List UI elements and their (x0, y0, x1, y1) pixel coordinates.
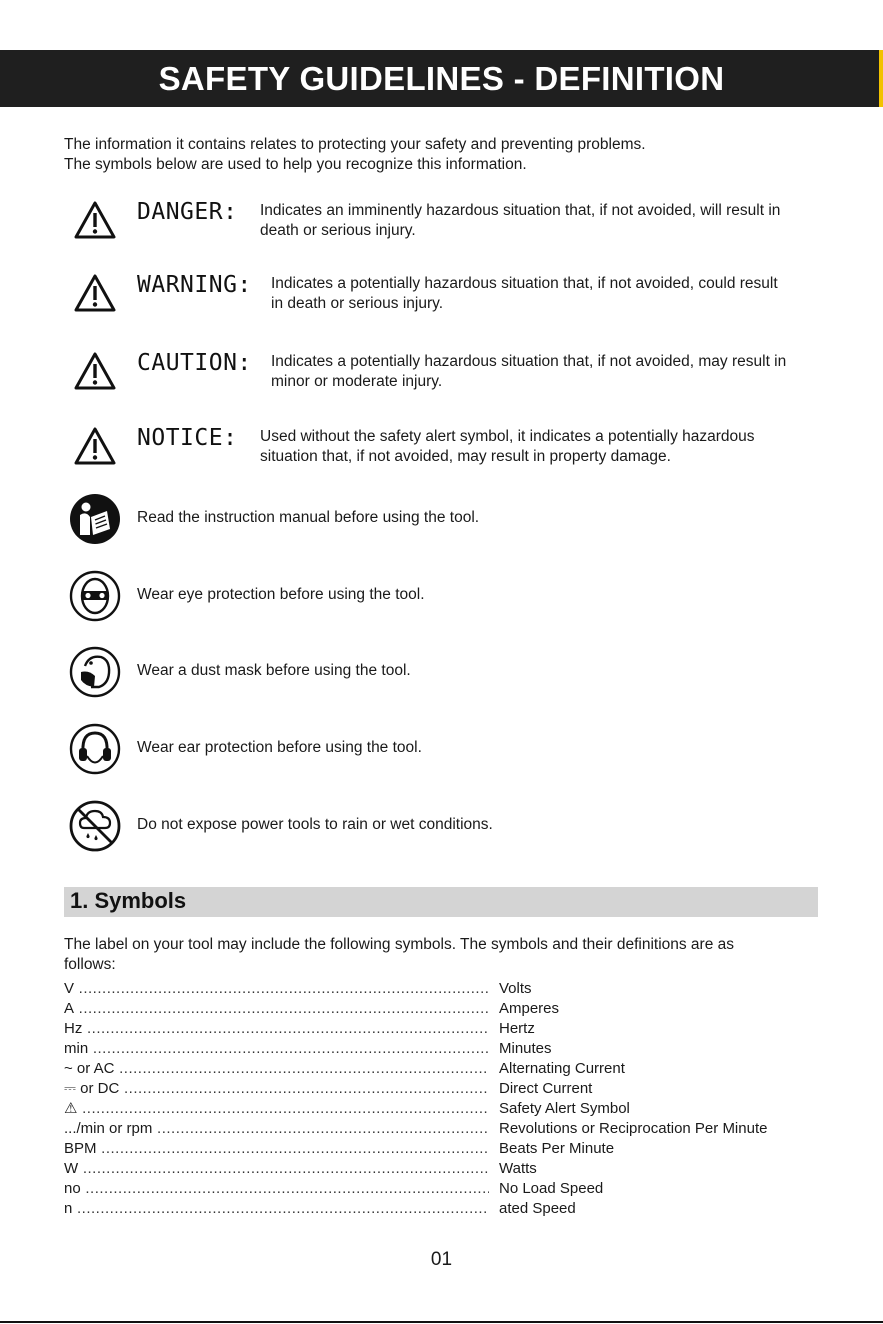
hazard-description (260, 201, 780, 241)
symbol-abbr: A ..... (64, 999, 489, 1019)
symbols-intro-line-1: The label on your tool may include the following symbols. The symbols and their definitions are as (64, 936, 735, 953)
eye-protection-icon (69, 570, 121, 622)
hazard-desc-line-1: Indicates an imminently hazardous situation that, if not avoided, will result in (260, 202, 781, 219)
symbol-row (64, 1099, 824, 1119)
symbol-abbr: n ..... (64, 1199, 489, 1219)
dust-mask-icon (69, 646, 121, 698)
symbols-intro-line-2: follows: (64, 956, 116, 973)
hazard-desc-line-1: Indicates a potentially hazardous situation that, if not avoided, may result in (271, 353, 787, 370)
symbol-row (64, 1199, 824, 1219)
symbol-definition: Beats Per Minute (499, 1140, 615, 1157)
symbol-row (64, 1079, 824, 1099)
page-header (0, 50, 883, 107)
no-rain-icon (69, 800, 121, 852)
ear-protection-icon (69, 723, 121, 775)
symbol-abbr: BPM ..... (64, 1139, 489, 1159)
hazard-desc-line-1: Used without the safety alert symbol, it indicates a potentially hazardous (260, 428, 755, 445)
symbol-definition: Amperes (499, 1000, 560, 1017)
warning-triangle-icon (74, 352, 116, 390)
symbol-definition: Watts (499, 1160, 537, 1177)
symbol-row (64, 1159, 824, 1179)
hazard-description (271, 274, 778, 314)
symbol-row (64, 979, 824, 999)
symbol-definition: No Load Speed (499, 1180, 604, 1197)
symbol-abbr: W ..... (64, 1159, 489, 1179)
symbol-row (64, 1039, 824, 1059)
intro-paragraph (64, 135, 844, 175)
symbol-abbr: no ..... (64, 1179, 489, 1199)
symbol-row (64, 1179, 824, 1199)
symbol-row (64, 1119, 824, 1139)
symbols-list (64, 979, 824, 1219)
symbols-intro (64, 935, 814, 975)
symbol-abbr: .../min or rpm ..... (64, 1119, 489, 1139)
symbol-definition: Minutes (499, 1040, 552, 1057)
hazard-description (271, 352, 786, 392)
symbol-abbr: min ..... (64, 1039, 489, 1059)
symbol-definition: Safety Alert Symbol (499, 1100, 630, 1117)
symbol-definition: ated Speed (499, 1200, 576, 1217)
page-title: SAFETY GUIDELINES - DEFINITION (158, 59, 725, 97)
symbol-definition: Revolutions or Reciprocation Per Minute (499, 1120, 768, 1137)
footer-divider (0, 1321, 883, 1323)
ppe-text: Read the instruction manual before using the tool. (137, 509, 480, 526)
header-accent-edge (879, 50, 883, 107)
symbol-abbr: ⎓ or DC ..... (64, 1079, 489, 1099)
section-title: 1. Symbols (70, 888, 187, 913)
symbol-row (64, 999, 824, 1019)
symbol-definition: Volts (499, 980, 532, 997)
intro-line-1: The information it contains relates to protecting your safety and preventing problems. (64, 136, 646, 153)
ppe-text: Wear ear protection before using the tool. (137, 739, 422, 756)
symbol-row (64, 1059, 824, 1079)
symbol-definition: Direct Current (499, 1080, 593, 1097)
hazard-keyword: NOTICE: (137, 425, 238, 451)
warning-triangle-icon (74, 427, 116, 465)
ppe-text: Wear eye protection before using the tool. (137, 586, 425, 603)
ppe-text: Wear a dust mask before using the tool. (137, 662, 411, 679)
symbol-abbr: ⚠ ..... (64, 1099, 489, 1119)
symbol-row (64, 1019, 824, 1039)
hazard-description (260, 427, 755, 467)
page-number: 01 (430, 1249, 453, 1270)
symbol-abbr: V ..... (64, 979, 489, 999)
symbol-abbr: Hz ..... (64, 1019, 489, 1039)
symbol-abbr: ~ or AC ..... (64, 1059, 489, 1079)
symbol-row (64, 1139, 824, 1159)
hazard-desc-line-1: Indicates a potentially hazardous situation that, if not avoided, could result (271, 275, 778, 292)
hazard-keyword: DANGER: (137, 199, 238, 225)
hazard-desc-line-2: death or serious injury. (260, 222, 416, 239)
section-header-symbols (64, 887, 818, 917)
symbol-definition: Alternating Current (499, 1060, 625, 1077)
ppe-text: Do not expose power tools to rain or wet conditions. (137, 816, 493, 833)
warning-triangle-icon (74, 274, 116, 312)
hazard-desc-line-2: in death or serious injury. (271, 295, 444, 312)
hazard-desc-line-2: situation that, if not avoided, may result in property damage. (260, 448, 671, 465)
read-manual-icon (69, 493, 121, 545)
hazard-desc-line-2: minor or moderate injury. (271, 373, 443, 390)
intro-line-2: The symbols below are used to help you recognize this information. (64, 156, 527, 173)
symbol-definition: Hertz (499, 1020, 535, 1037)
hazard-keyword: WARNING: (137, 272, 252, 298)
warning-triangle-icon (74, 201, 116, 239)
hazard-keyword: CAUTION: (137, 350, 252, 376)
